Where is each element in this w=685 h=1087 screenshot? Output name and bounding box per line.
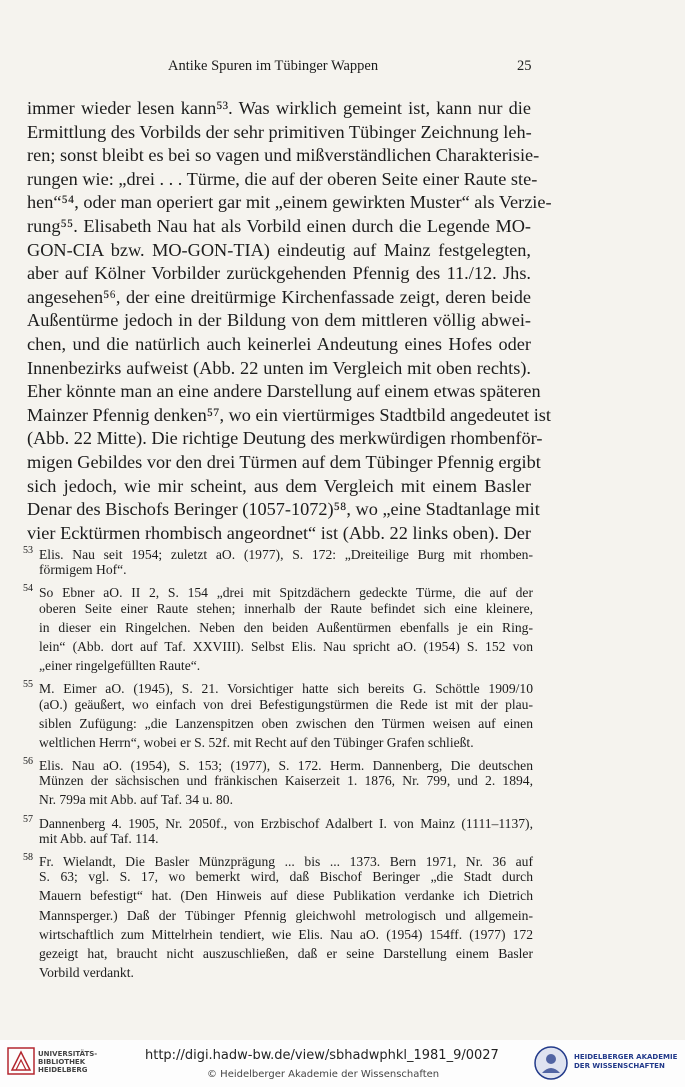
footnote-line: S. 63; vgl. S. 17, wo bemerkt wird, daß Bischof Beringer „die Stadt durch	[39, 869, 533, 885]
page-url-link[interactable]: http://digi.hadw-bw.de/view/sbhadwphkl_1981_9/0027	[145, 1048, 499, 1063]
footnote-first-line	[23, 579, 533, 601]
footnote	[23, 579, 533, 675]
footnote-line: weltlichen Herrn“, wobei er S. 52f. mit Recht auf den Tübinger Grafen schließt.	[39, 734, 474, 750]
footnote-number: 55	[23, 679, 33, 691]
footnote-line: wirtschaftlich zum Mittelrhein tendiert, wie Elis. Nau aO. (1954) 154ff. (1977) 172	[39, 926, 533, 942]
footnote-line: förmigem Hof“.	[39, 562, 127, 578]
academy-seal-icon	[533, 1045, 569, 1081]
text-line: migen Gebildes vor den drei Türmen auf dem Tübinger Pfennig ergibt	[27, 451, 541, 472]
running-title: Antike Spuren im Tübinger Wappen	[168, 58, 379, 74]
footnote	[23, 848, 533, 982]
footnote-text: Dannenberg 4. 1905, Nr. 2050f., von Erzbischof Adalbert I. von Mainz (1111–1137),	[39, 815, 533, 831]
footnote-line: Mauern befestigt“ hat. (Den Hinweis auf diese Publikation verdanke ich Dietrich	[39, 888, 533, 904]
footnote-text: Elis. Nau seit 1954; zuletzt aO. (1977), S. 172: „Dreiteilige Burg mit rhomben-	[39, 547, 533, 562]
running-header	[0, 58, 685, 80]
footnote-line: mit Abb. auf Taf. 114.	[39, 830, 159, 846]
footnote-first-line	[23, 675, 533, 697]
footnote	[23, 675, 533, 752]
footnote-number: 58	[23, 852, 33, 863]
footnote-line: „einer ringelgefüllten Raute“.	[39, 658, 201, 674]
text-line: chen, und die natürlich auch keinerlei Andeutung eines Hofes oder	[27, 333, 531, 354]
footnote-number: 57	[23, 813, 33, 825]
footnote-text: Elis. Nau aO. (1954), S. 153; (1977), S. 172. Herm. Dannenberg, Die deutschen	[39, 758, 533, 774]
footnote-first-line	[23, 810, 533, 829]
footnote-line: oberen Seite einer Raute stehen; innerhalb der Raute befindet sich eine kleinere,	[39, 600, 533, 616]
copyright-notice: © Heidelberger Akademie der Wissenschaften	[207, 1069, 440, 1080]
text-line: sich jedoch, wie mir scheint, aus dem Vergleich mit einem Basler	[27, 475, 531, 496]
footnote-line: siblen Zufügung: „die Lanzenspitzen oben zwischen den Türmen weisen auf einen	[39, 715, 533, 731]
footnote-line: Mannsperger.) Daß der Tübinger Pfennig gleichwohl metrologisch und allgemein-	[39, 907, 533, 923]
library-name: UNIVERSITÄTS- BIBLIOTHEK HEIDELBERG	[38, 1050, 98, 1074]
text-line: hen“⁵⁴, oder man operiert gar mit „einem gewirkten Muster“ als Verzie-	[27, 192, 552, 213]
text-line: (Abb. 22 Mitte). Die richtige Deutung des merkwürdigen rhombenför-	[27, 428, 543, 449]
text-line: vier Ecktürmen rhombisch angeordnet“ ist (Abb. 22 links oben). Der	[27, 522, 531, 543]
text-line: ren; sonst bleibt es bei so vagen und mißverständlichen Charakterisie-	[27, 145, 540, 166]
text-line: Außentürme jedoch in der Bildung von dem mittleren völlig abwei-	[27, 310, 531, 331]
text-line: Mainzer Pfennig denken⁵⁷, wo ein viertürmiges Stadtbild angedeutet ist	[27, 404, 551, 425]
footnote-text: Fr. Wielandt, Die Basler Münzprägung ... bis ... 1373. Bern 1971, Nr. 36 auf	[39, 854, 533, 869]
footnote-first-line	[23, 848, 533, 867]
academy-name: HEIDELBERGER AKADEMIE DER WISSENSCHAFTEN	[574, 1053, 678, 1070]
footnote-number: 54	[23, 583, 33, 595]
footnote-text: M. Eimer aO. (1945), S. 21. Vorsichtiger hatte sich bereits G. Schöttle 1909/10	[39, 681, 533, 697]
text-line: Eher könnte man an eine andere Darstellung auf einem etwas späteren	[27, 381, 541, 402]
text-line: rung⁵⁵. Elisabeth Nau hat als Vorbild einen durch die Legende MO-	[27, 215, 531, 236]
text-line: aber auf Kölner Vorbilder zurückgehenden Pfennig des 11./12. Jhs.	[27, 263, 531, 284]
footnote-line: in dieser ein Ringelchen. Neben den beiden Außentürmen ebenfalls je ein Ring-	[39, 619, 533, 635]
page-number: 25	[517, 58, 532, 74]
footnote-line: Vorbild verdankt.	[39, 965, 134, 981]
footnote	[23, 541, 533, 579]
footnote-first-line	[23, 541, 533, 560]
footnote-number: 53	[23, 545, 33, 556]
text-line: Innenbezirks aufweist (Abb. 22 unten im Vergleich mit oben rechts).	[27, 357, 531, 378]
footnote	[23, 752, 533, 810]
footnotes	[23, 541, 533, 982]
footnote-first-line	[23, 752, 533, 774]
text-line: GON-CIA bzw. MO-GON-TIA) eindeutig auf Mainz festgelegten,	[27, 239, 531, 260]
text-line: Ermittlung des Vorbilds der sehr primitiven Tübinger Zeichnung leh-	[27, 121, 532, 142]
text-line: rungen wie: „drei . . . Türme, die auf der oberen Seite einer Raute ste-	[27, 168, 538, 189]
footnote-line: Münzen der sächsischen und fränkischen Kaiserzeit 1. 1876, Nr. 799, und 2. 1894,	[39, 773, 533, 789]
text-line: immer wieder lesen kann⁵³. Was wirklich gemeint ist, kann nur die	[27, 98, 531, 118]
footnote-line: Nr. 799a mit Abb. auf Taf. 34 u. 80.	[39, 792, 233, 808]
footnote-text: So Ebner aO. II 2, S. 154 „drei mit Spitzdächern gedeckte Türme, die auf der	[39, 585, 533, 601]
footnote-line: gezeigt hat, braucht nicht auszuschließen, daß er seine Darstellung einem Basler	[39, 945, 533, 961]
viewer-footer	[0, 1040, 685, 1087]
footnote-number: 56	[23, 756, 33, 768]
text-line: Denar des Bischofs Beringer (1057-1072)⁵⁸, wo „eine Stadtanlage mit	[27, 499, 540, 520]
footnote	[23, 810, 533, 848]
main-text	[27, 97, 552, 545]
university-library-logo-icon	[6, 1046, 36, 1076]
footnote-line: lein“ (Abb. dort auf Taf. XXVIII). Selbst Elis. Nau spricht aO. (1954) S. 152 von	[39, 638, 533, 654]
footnote-line: (aO.) geäußert, wo einfach von drei Befestigungstürmen die Rede ist mit der plau-	[39, 696, 533, 712]
text-line: angesehen⁵⁶, der eine dreitürmige Kirchenfassade zeigt, deren beide	[27, 286, 531, 307]
